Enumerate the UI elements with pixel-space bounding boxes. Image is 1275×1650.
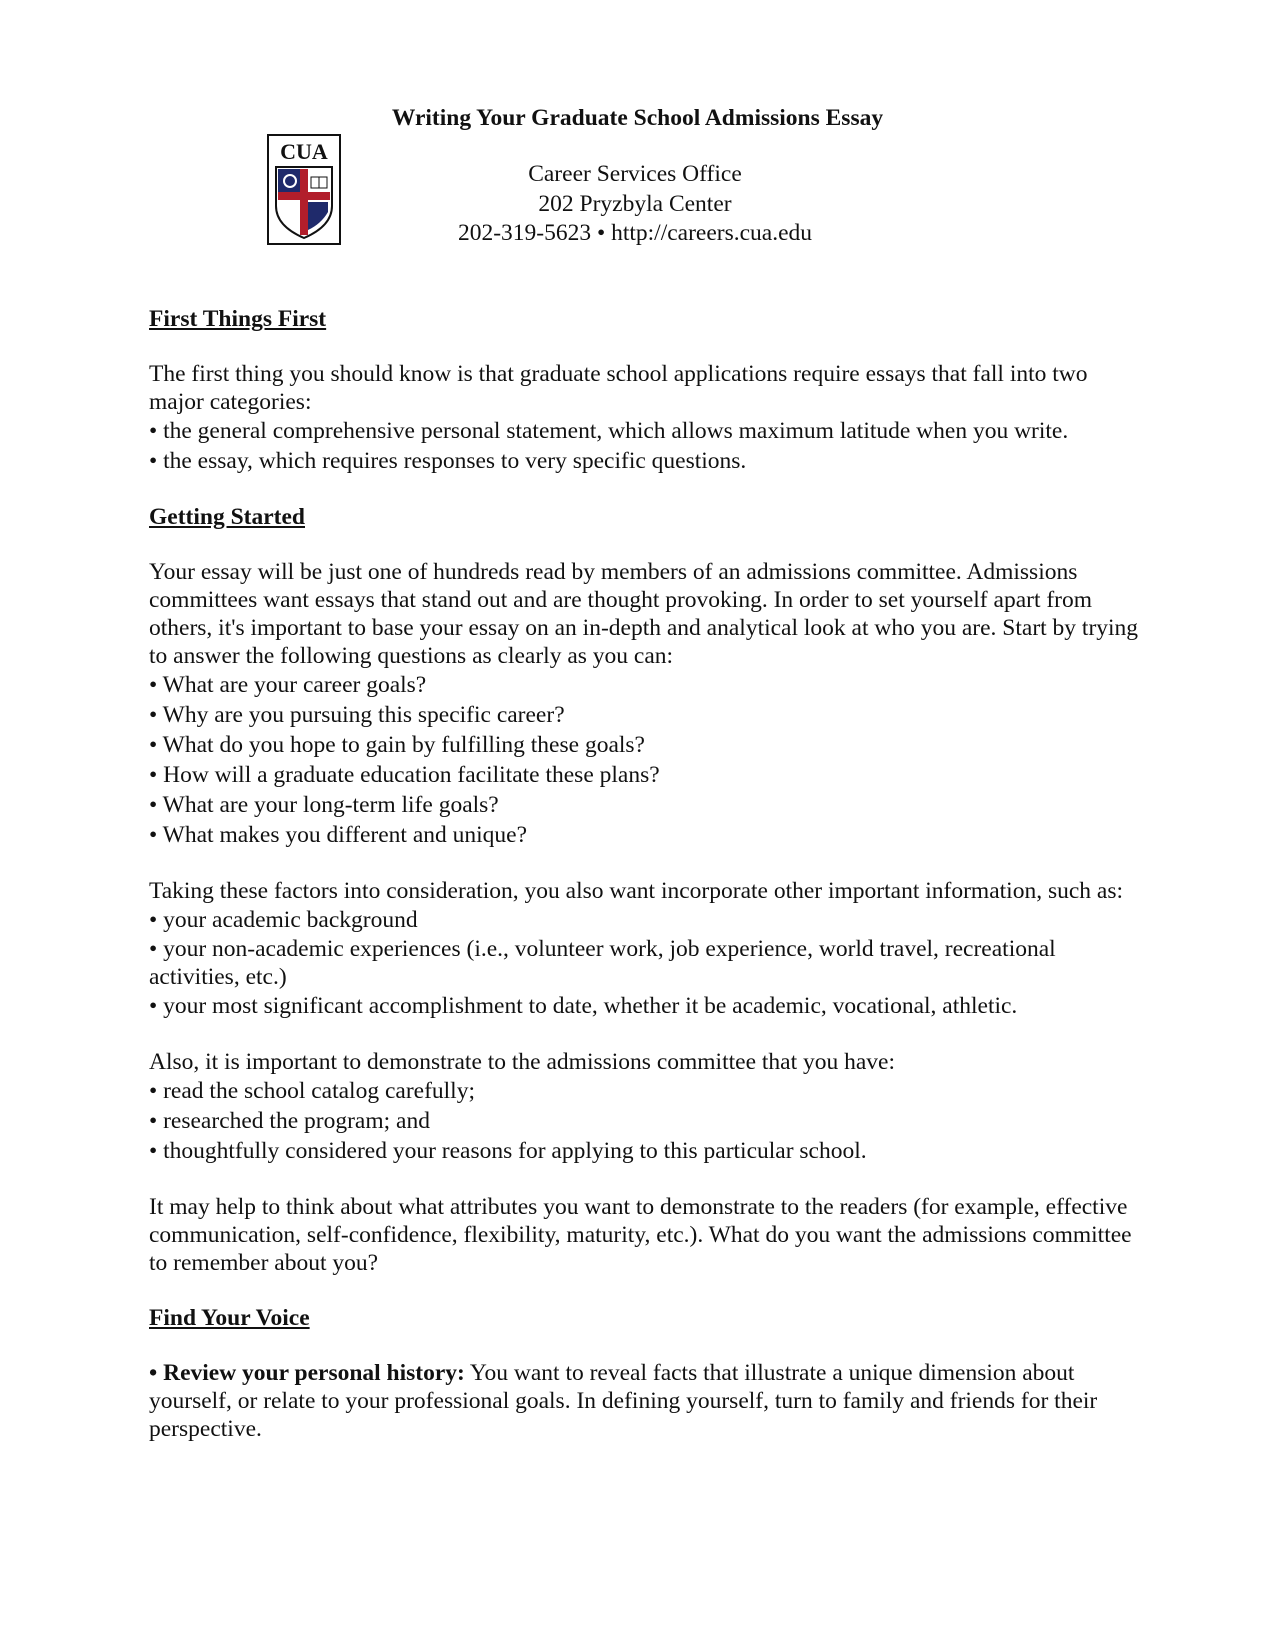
list-item: • the general comprehensive personal statement, which allows maximum latitude when you write. xyxy=(149,418,1069,444)
review-history-paragraph xyxy=(149,1359,1139,1443)
list-item: • researched the program; and xyxy=(149,1108,430,1134)
demonstrate-intro: Also, it is important to demonstrate to the admissions committee that you have: xyxy=(149,1049,896,1075)
office-address: 202 Pryzbyla Center xyxy=(538,190,732,217)
list-item: • your non-academic experiences (i.e., volunteer work, job experience, world travel, recreational activities, etc.) xyxy=(149,936,1056,990)
document-body xyxy=(149,305,1139,1443)
list-item: • What are your career goals? xyxy=(149,672,427,698)
contact-block xyxy=(315,160,955,249)
heading-first-things-first: First Things First xyxy=(149,306,327,332)
review-history-lead: • Review your personal history: xyxy=(149,1360,465,1386)
list-item: • the essay, which requires responses to very specific questions. xyxy=(149,448,747,474)
svg-text:CUA: CUA xyxy=(280,139,328,164)
page-title: Writing Your Graduate School Admissions Essay xyxy=(391,105,884,131)
heading-getting-started: Getting Started xyxy=(149,504,305,530)
list-item: • What do you hope to gain by fulfilling these goals? xyxy=(149,732,645,758)
attributes-paragraph: It may help to think about what attributes you want to demonstrate to the readers (for example, effective communication, self-confidence, flexibility, maturity, etc.). What do you want the admissions committee to remember about you? xyxy=(149,1194,1132,1276)
list-item: • your academic background xyxy=(149,907,418,933)
list-item: • your most significant accomplishment to date, whether it be academic, vocational, athletic. xyxy=(149,993,1018,1019)
factors-intro: Taking these factors into consideration, you also want incorporate other important information, such as: xyxy=(149,878,1123,904)
list-item: • What makes you different and unique? xyxy=(149,822,528,848)
list-item: • What are your long-term life goals? xyxy=(149,792,499,818)
review-history-text: You want to reveal facts that illustrate a unique dimension about yourself, or relate to your professional goals. In defining yourself, turn to family and friends for their perspective. xyxy=(149,1360,1098,1442)
office-name: Career Services Office xyxy=(528,161,742,187)
list-item: • How will a graduate education facilitate these plans? xyxy=(149,762,660,788)
list-item: • read the school catalog carefully; xyxy=(149,1078,475,1104)
list-item: • thoughtfully considered your reasons for applying to this particular school. xyxy=(149,1138,867,1164)
heading-find-your-voice: Find Your Voice xyxy=(149,1305,310,1331)
list-item: • Why are you pursuing this specific career? xyxy=(149,702,565,728)
office-phone-url: 202-319-5623 • http://careers.cua.edu xyxy=(457,220,813,246)
first-things-intro: The first thing you should know is that graduate school applications require essays that fall into two major categories: xyxy=(149,361,1088,415)
getting-started-intro: Your essay will be just one of hundreds read by members of an admissions committee. Admissions committees want essays that stand out and are thought provoking. In order to set yourself apart from others, it's important to base your essay on an in-depth and analytical look at who you are. Start by trying to answer the following questions as clearly as you can: xyxy=(149,559,1139,669)
